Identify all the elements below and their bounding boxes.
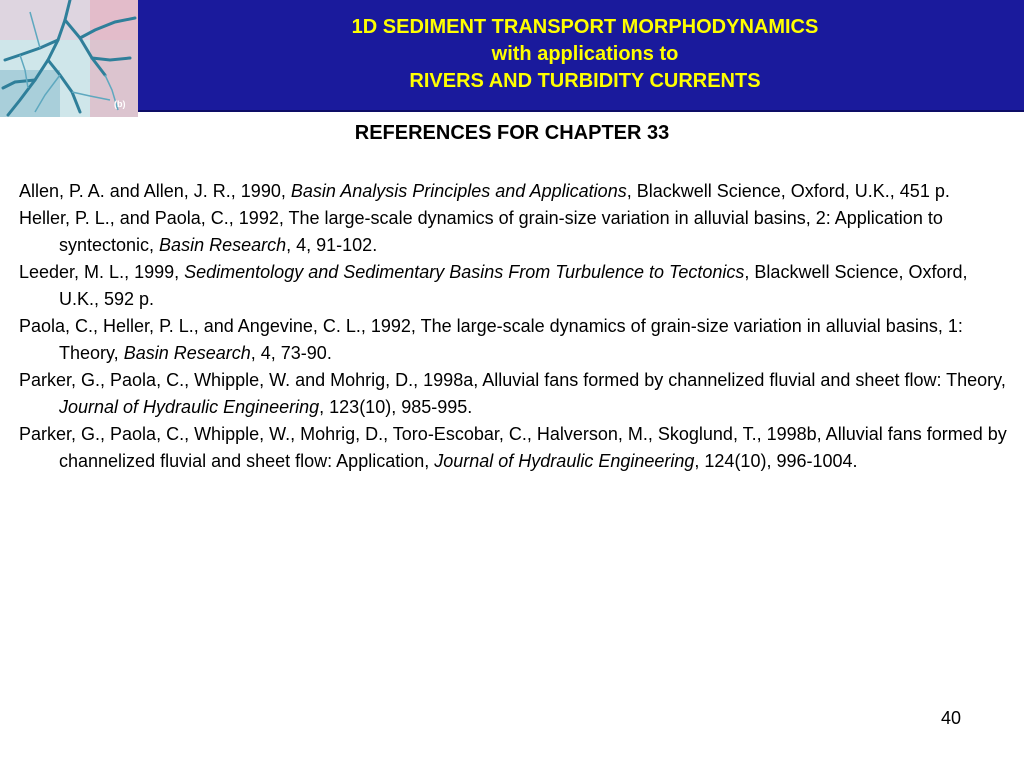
reference-title: Journal of Hydraulic Engineering [434,451,695,471]
reference-text: , Blackwell Science, Oxford, U.K., 451 p. [626,181,950,201]
page-number: 40 [941,708,962,728]
reference-text: , 123(10), 985-995. [319,397,473,417]
reference-item [19,178,1009,205]
reference-text: , Blackwell Science, Oxford, U.K., 592 p. [59,262,968,309]
reference-text: , 4, 73-90. [250,343,332,363]
reference-title: Sedimentology and Sedimentary Basins From Turbulence to Tectonics [184,262,745,282]
reference-item [19,421,1009,475]
reference-text: Paola, C., Heller, P. L., and Angevine, C. L., 1992, The large-scale dynamics of grain-size variation in alluvial basins, 1: Theory, [19,316,963,363]
reference-item [19,313,1009,367]
course-title-line-1: 1D SEDIMENT TRANSPORT MORPHODYNAMICS [351,16,819,38]
reference-text: , 124(10), 996-1004. [694,451,858,471]
reference-text: Allen, P. A. and Allen, J. R., 1990, [19,181,291,201]
reference-text: Heller, P. L., and Paola, C., 1992, The large-scale dynamics of grain-size variation in alluvial basins, 2: Application to syntectonic, [19,208,943,255]
section-heading: REFERENCES FOR CHAPTER 33 [354,122,670,144]
reference-text: Leeder, M. L., 1999, [19,262,185,282]
delta-logo-image [0,0,138,117]
reference-list [19,178,1009,475]
reference-text: Parker, G., Paola, C., Whipple, W., Mohrig, D., Toro-Escobar, C., Halverson, M., Skoglund, T., 1998b, Alluvial fans formed by channelized fluvial and sheet flow: Application, [19,424,1007,471]
reference-item [19,367,1009,421]
reference-title: Journal of Hydraulic Engineering [59,397,320,417]
reference-title: Basin Research [159,235,287,255]
reference-item [19,259,1009,313]
course-title [138,14,1024,95]
reference-title: Basin Research [123,343,251,363]
course-title-line-3: RIVERS AND TURBIDITY CURRENTS [409,70,761,92]
logo-label: (b) [114,99,126,109]
reference-item [19,205,1009,259]
reference-title: Basin Analysis Principles and Applications [290,181,627,201]
reference-text: , 4, 91-102. [286,235,378,255]
course-title-line-2: with applications to [491,43,679,65]
reference-text: Parker, G., Paola, C., Whipple, W. and Mohrig, D., 1998a, Alluvial fans formed by channelized fluvial and sheet flow: Theory, [19,370,1006,390]
